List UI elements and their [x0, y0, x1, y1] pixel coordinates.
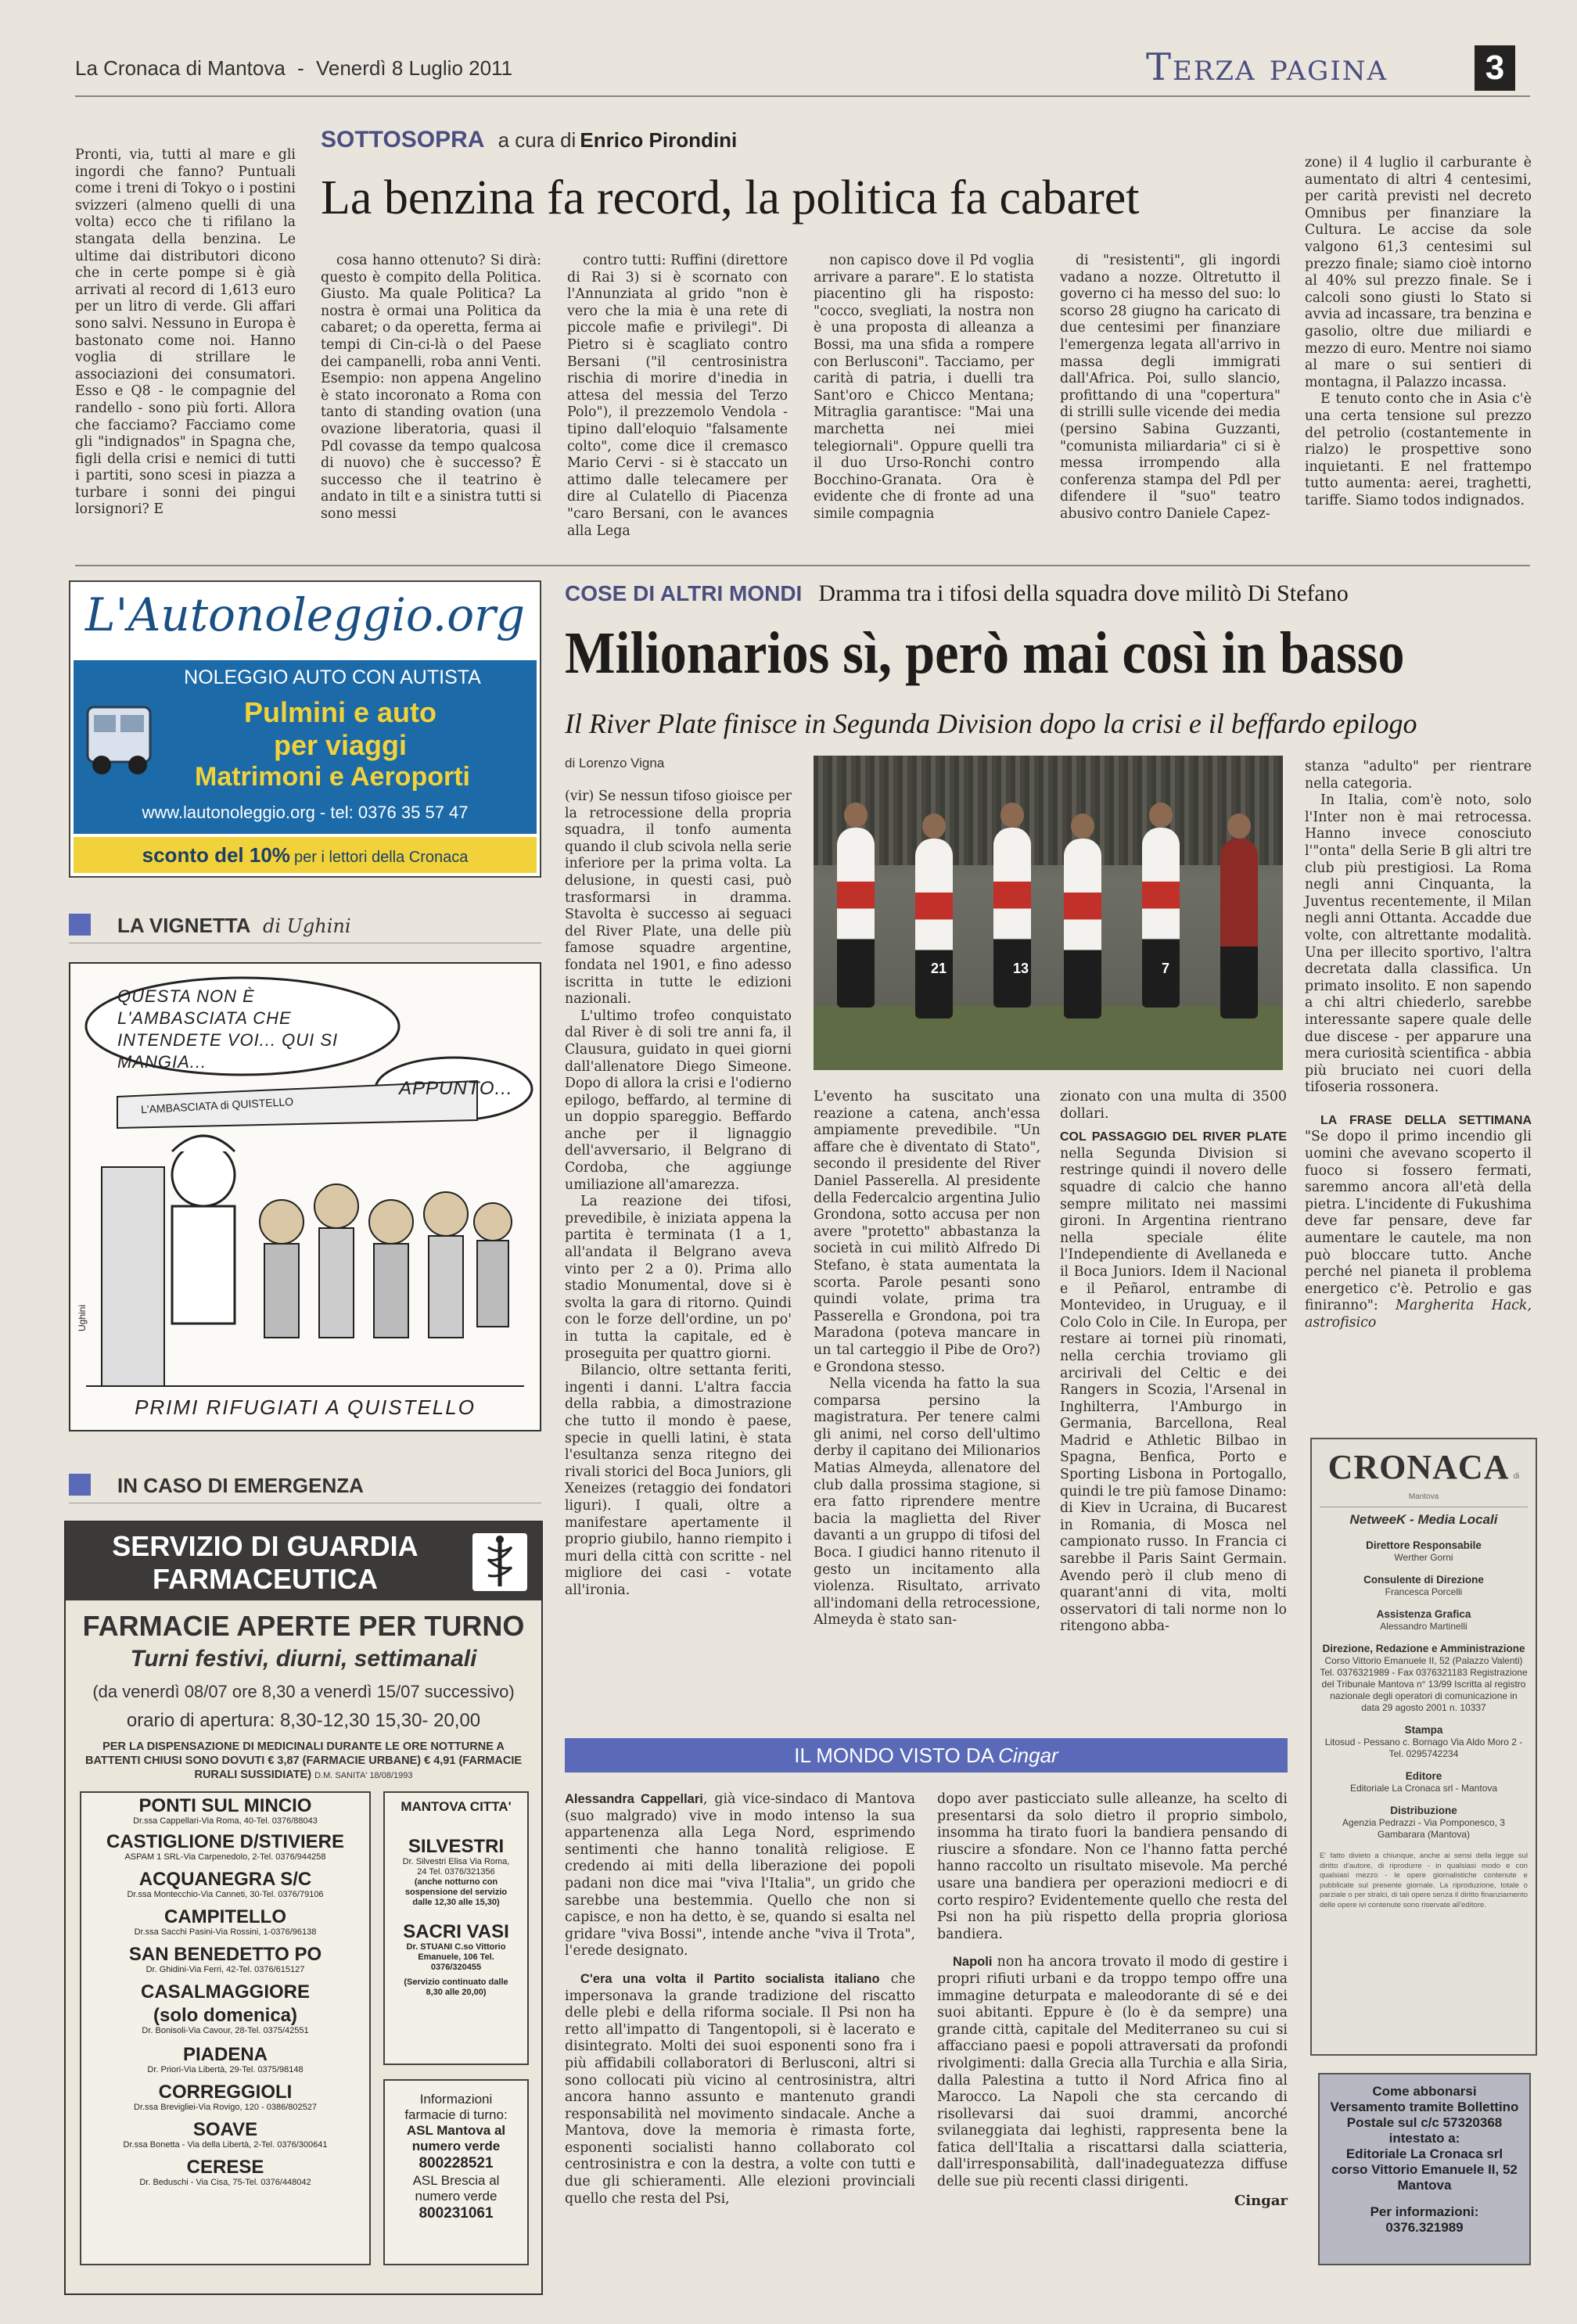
city-p1-name: SILVESTRI	[408, 1836, 505, 1857]
ad-contact: www.lautonoleggio.org - tel: 0376 35 57 47	[142, 803, 469, 822]
photo-player-head	[1227, 814, 1251, 839]
ad-discount-bar	[74, 837, 537, 873]
asl-line4: ASL Brescia al numero verde	[412, 2173, 500, 2204]
city-p1-note: (anche notturno con sospensione del servizio dalle 12,30 alle 15,30)	[404, 1877, 508, 1907]
credits-value: Francesca Porcelli	[1385, 1586, 1463, 1597]
credits-item	[1320, 1769, 1528, 1794]
river-col1-p1: (vir) Se nessun tifoso gioisce per la retrocessione della propria squadra, il tonfo aumenta quando il club scivola nella serie inferiore per la prima volta. La delusione, in questi casi, può trasformarsi in dramma. Stavolta è successo ai seguaci del River Plate, una delle più famose squadre argentine, fondata nel 1901, e fino adesso iscritta in tutte le edizioni nazionali.	[565, 788, 792, 1008]
river-col1-p4: Bilancio, oltre settanta feriti, ingenti i danni. L'altra faccia della rabbia, a dimostrazione che tutto il mondo è paese, specie in quelli latini, è stata l'esultanza senza ritegno dei rivali storici del Boca Juniors, gli Xeneizes (retaggio dei fondatori liguri). I quali, oltre a manifestare apertamente il proprio giubilo, hanno riempito i muri della città con scritte - nel migliore dei casi - votate all'ironia.	[565, 1363, 792, 1598]
photo-player-body	[1064, 839, 1101, 1018]
pharmacy-address: Dr. Bonisoli-Via Cavour, 28-Tel. 0375/42551	[142, 2026, 309, 2035]
cingar-header-prefix: IL MONDO VISTO DA	[794, 1744, 995, 1767]
pharmacy-name: SAN BENEDETTO PO	[128, 1944, 322, 1965]
pharmacy-address: Dr.ssa Cappellari-Via Roma, 40-Tel. 0376/88043	[133, 1816, 318, 1826]
pharmacy-name: PONTI SUL MINCIO	[138, 1795, 312, 1816]
abb-line4: intestato a:	[1388, 2131, 1460, 2146]
photo-player-head	[1071, 814, 1094, 839]
pharmacy-period: (da venerdì 08/07 ore 8,30 a venerdì 15/07 successivo)	[92, 1682, 515, 1701]
pharmacy-address: ASPAM 1 SRL-Via Carpenedolo, 2-Tel. 0376/944258	[124, 1852, 326, 1862]
cingar-p3: dopo aver pasticciato sulle alleanze, ha scelto di presentarsi da solo dietro il proprio simbolo, insomma ha tirato fuori la bandiera pensando di riuscire a sfondare. Non ce l'hanno fatta perché hanno raccolto un risultato misevole. Ma perché usare una bandiera per operazioni mediocri e di corto respiro? Evidentemente quello che resta del Psi non ha più rispetto della propria gloriosa bandiera.	[937, 1791, 1288, 1942]
pharmacy-entry	[81, 2120, 369, 2150]
pharmacy-name: CERESE	[186, 2157, 264, 2178]
pharmacy-name: (solo domenica)	[153, 2005, 298, 2026]
ad-service: NOLEGGIO AUTO CON AUTISTA	[184, 666, 481, 688]
credits-value: Agenzia Pedrazzi - Via Pomponesco, 3 Gambarara (Mantova)	[1342, 1817, 1505, 1840]
ad-line3: Matrimoni e Aeroporti	[195, 762, 470, 792]
emergenza-title: IN CASO DI EMERGENZA	[117, 1474, 364, 1497]
pharmacy-address: Dr.ssa Bonetta - Via della Libertà, 2-Tel. 0376/300641	[123, 2140, 328, 2150]
pharmacy-address: Dr.ssa Brevigliei-Via Rovigo, 120 - 0386/802527	[134, 2103, 317, 2112]
pharmacy-name: SOAVE	[192, 2119, 258, 2140]
pharmacy-name: CASTIGLIONE D/STIVIERE	[106, 1831, 345, 1852]
credits-item	[1320, 1573, 1528, 1598]
pharmacy-name: CORREGGIOLI	[158, 2082, 293, 2103]
river-col3-lead: COL PASSAGGIO DEL RIVER PLATE	[1060, 1130, 1287, 1144]
pharmacy-note	[81, 1740, 526, 1783]
sottosopra-col3: contro tutti: Ruffini (direttore di Rai 3) si è scornato con l'Annunziata al grido "non è vero che la mia è una rete di piccole mafie e privilegi". Di Pietro si è scagliato contro Bersani ("il centrosinistra rischia di morire d'inedia in attesa del messia del Terzo Polo"), il prezzemolo Vendola - tipino dall'eloquio "falsamente colto", come dice il cremasco Mario Cervi - si è staccato un attimo dalle telecamere per dire al Culatello di Piacenza "caro Bersani, con le avances alla Lega	[567, 253, 788, 539]
cingar-p4-body: non ha ancora trovato il modo di gestire i propri rifiuti urbani e da troppo tempo offre una immagine deturpata e maleodorante di sé e dei suoi abitanti. Eppure è (lo è da sempre) una grande città, capitale del Mediterraneo su cui si affacciano paesi e popoli attraversati da profondi rivolgimenti: dalla Grecia alla Turchia e alla Siria, dalla Palestina a tutto il Nord Africa fino al Marocco. La Napoli che sta cercando di risollevarsi dai suoi drammi, ancorché svilaneggiata dai leghisti, rappresenta bene la fatica dell'Italia a riscattarsi dalla sciatteria, dall'irresponsabilità, dall'inadeguatezza diffuse delle sue più recenti classi dirigenti.	[937, 1954, 1288, 2190]
pharmacy-banner	[66, 1522, 541, 1600]
abb-line7: Mantova	[1397, 2178, 1452, 2193]
asl-info-box	[383, 2079, 529, 2265]
pharmacy-list	[80, 1791, 371, 2265]
sottosopra-col2: cosa hanno ottenuto? Si dirà: questo è compito della Politica. Giusto. Ma quale Politica? La nostra è ormai una Politica da cabaret; o da operetta, ferma ai tempi di Cin-ci-là o del Paese dei campanelli, roba anni Venti. Esempio: non appena Angelino è stato incoronato a Roma con tanto di standing ovation (una ovazione liberatoria, quasi il Pdl covasse da tempo qualcosa di nuovo) che è successo? È successo che il teatrino è andato in tilt e a sinistra tutti si sono messi	[321, 253, 541, 522]
river-subhead: Il River Plate finisce in Segunda Division dopo la crisi e il beffardo epilogo	[565, 708, 1417, 739]
photo-pitch	[814, 1006, 1283, 1070]
credits-item	[1320, 1723, 1528, 1760]
pharmacy-entry	[81, 1870, 369, 1900]
cingar-col1	[565, 1791, 915, 2207]
credits-box	[1310, 1438, 1537, 2056]
pharmacy-address: Dr. Beduschi - Via Cisa, 75-Tel. 0376/448042	[139, 2178, 311, 2187]
masthead-rule	[75, 95, 1530, 97]
cartoon-caption: PRIMI RIFUGIATI A QUISTELLO	[135, 1395, 476, 1419]
pharmacy-entry	[81, 2082, 369, 2113]
photo-shirt-number: 7	[1162, 961, 1170, 976]
pharmacy-entry	[81, 1796, 369, 1827]
abbonamento-box	[1318, 2073, 1531, 2265]
credits-label: Distribuzione	[1390, 1805, 1457, 1816]
photo-player-head	[1149, 803, 1173, 828]
pharmacy-entry	[81, 2045, 369, 2075]
cartoon-signature: Ughini	[77, 1304, 88, 1331]
pharmacy-name: PIADENA	[182, 2044, 268, 2065]
credits-label: Assistenza Grafica	[1376, 1608, 1471, 1620]
credits-value: Litosud - Pessano c. Bornago Via Aldo Moro 2 - Tel. 0295742234	[1324, 1737, 1523, 1759]
credits-network: NetweeK - Media Locali	[1349, 1512, 1498, 1527]
asl-line2: ASL Mantova al numero verde	[406, 2123, 506, 2153]
credits-label: Stampa	[1404, 1724, 1443, 1736]
photo-player-head	[1000, 803, 1024, 828]
photo-player-head	[922, 814, 946, 839]
city-p1-addr: Dr. Silvestri Elisa Via Roma, 24 Tel. 0376/321356	[402, 1857, 510, 1877]
page-number: 3	[1475, 45, 1515, 91]
ad-autonoleggio	[69, 580, 541, 878]
credits-value: Corso Vittorio Emanuele II, 52 (Palazzo Valenti) Tel. 0376321989 - Fax 0376321183 Registrazione del Tribunale Mantova n° 13/99 Iscritta al registro nazionale degli operatori di comunicazione in data 29 agosto 2001 n. 10337	[1320, 1655, 1528, 1713]
paper-name: La Cronaca di Mantova	[75, 56, 286, 80]
masthead-sep: -	[297, 56, 304, 80]
sottosopra-tag: SOTTOSOPRA	[321, 127, 485, 153]
pharmacy-service-title: SERVIZIO DI GUARDIA FARMACEUTICA	[112, 1530, 418, 1595]
emergenza-header	[69, 1469, 541, 1503]
abb-line5: Editoriale La Cronaca srl	[1345, 2146, 1503, 2161]
ad-discount: sconto del 10%	[142, 843, 290, 867]
pharmacy-name: ACQUANEGRA S/C	[138, 1869, 312, 1890]
credits-value: Alessandro Martinelli	[1380, 1621, 1467, 1632]
asl-line5: 800231061	[418, 2205, 494, 2222]
credits-items	[1320, 1539, 1528, 1841]
frase-body: "Se dopo il primo incendio gli uomini che avevano scoperto il fuoco si fossero fermati, saremmo ancora all'età della pietra. L'incidente di Fukushima deve far pensare, deve far aumentare le cautele, ma non può bloccare tutto. Anche perché nel pianeta il problema energetico c'è. Petrolio e gas finiranno":	[1305, 1129, 1532, 1314]
city-title: MANTOVA CITTA'	[401, 1799, 512, 1814]
masthead-paper	[75, 56, 512, 81]
river-col2-p1: L'evento ha suscitato una reazione a catena, anch'essa ampiamente prevedibile. "Un affare che è diventato di Stato", secondo il presidente del River Daniel Passerella. Al presidente della Federcalcio argentina Julio Grondona, sotto accusa per non avere "protetto" abbastanza la società in cui militò Alfredo Di Stefano, è stata aumentata la scorta. Parole pesanti sono quindi volate, prima tra Passerella e Grondona, poi tra Maradona (poteva mancare in un tal carteggio il Pibe de Oro?) e Grondona stesso.	[814, 1089, 1040, 1375]
sottosopra-byline-prefix: a cura di	[498, 128, 577, 152]
pharmacy-address: Dr. Priori-Via Libertà, 29-Tel. 0375/98148	[147, 2065, 304, 2074]
river-kicker: Dramma tra i tifosi della squadra dove militò Di Stefano	[818, 580, 1349, 606]
abb-line3: Postale sul c/c 57320368	[1346, 2115, 1503, 2130]
ad-discount-tail: per i lettori della Cronaca	[294, 849, 469, 866]
pharmacy-address: Dr. Ghidini-Via Ferri, 42-Tel. 0376/615127	[145, 1965, 305, 1974]
pharmacy-note-tail: D.M. SANITA' 18/08/1993	[314, 1771, 413, 1780]
ad-line1: Pulmini e auto	[243, 696, 437, 728]
cingar-p1	[565, 1791, 915, 1960]
river-headline: Milionarios sì, però mai così in basso	[565, 620, 1405, 686]
mantova-city-box	[383, 1791, 529, 2065]
pharmacy-entry	[81, 1907, 369, 1938]
credits-item	[1320, 1539, 1528, 1564]
river-col3-body: nella Segunda Division si restringe quindi il novero delle squadre di calcio che hanno sempre militato nei massimi gironi. In Argentina rientrano nella speciale élite l'Independiente di Avellaneda e il Boca Juniors. Idem il Nacional e il Peñarol, entrambe di Montevideo, in Uruguay, e il Colo Colo in Cile. In Europa, per restare ai tornei più rinomati, nella cerchia troviamo gli arcirivali del Celtic e dei Rangers in Scozia, l'Arsenal in Inghilterra, l'Amburgo in Germania, Barcellona, Real Madrid e Athletic Bilbao in Spagna, Benfica, Porto e Sporting Lisbona in Portogallo, quindi le tre più famose Dinamo: di Kiev in Ucraina, di Bucarest in Romania, di Mosca nel campionato russo. In Francia ci sarebbe il Paris Saint Germain. Avendo però il club meno di quarant'anni di vita, molti osservatori di tali norme non lo ritengono abba-	[1060, 1145, 1287, 1635]
cartoon-balloon1: QUESTA NON È L'AMBASCIATA CHE INTENDETE VOI... QUI SI MANGIA...	[117, 986, 339, 1072]
river-col1	[565, 788, 792, 1600]
credits-label: Editore	[1405, 1770, 1442, 1782]
river-col3	[1060, 1089, 1287, 1636]
sottosopra-author: Enrico Pirondini	[580, 128, 738, 152]
pharmacy-box	[64, 1521, 543, 2295]
cingar-col2	[937, 1791, 1288, 2209]
photo-player-body	[915, 839, 953, 1018]
frase-author: Margherita Hack, astrofisico	[1305, 1298, 1532, 1331]
pharmacy-entry	[81, 2157, 369, 2188]
credits-logo-small: di Mantova	[1408, 1472, 1520, 1501]
photo-player-head	[844, 803, 868, 828]
abb-line2: Versamento tramite Bollettino	[1330, 2100, 1519, 2114]
vignetta-title: LA VIGNETTA	[117, 914, 251, 937]
pharmacy-subhead: Turni festivi, diurni, settimanali	[130, 1646, 477, 1672]
cingar-p2-lead: C'era una volta il Partito socialista italiano	[580, 1971, 880, 1986]
credits-value: Editoriale La Cronaca srl - Mantova	[1349, 1783, 1498, 1794]
river-col1-p3: La reazione dei tifosi, prevedibile, è iniziata appena la partita è terminata (1 a 1, all'andata il Belgrano aveva vinto per 2 a 0). Prima allo stadio Monumental, dove si è svolta la gara di ritorno. Quindi con le forze dell'ordine, un po' in tutta la capitale, ed è proseguita per quattro giorni.	[565, 1194, 792, 1362]
photo-player-body	[993, 828, 1031, 1008]
abb-line1: Come abbonarsi	[1372, 2084, 1477, 2099]
cingar-p2	[565, 1971, 915, 2207]
asl-line1: Informazioni farmacie di turno:	[404, 2092, 508, 2122]
caduceus-icon	[472, 1533, 527, 1591]
pharmacy-entry	[81, 1945, 369, 1975]
cartoon-balloon2: APPUNTO...	[399, 1078, 513, 1099]
credits-label: Consulente di Direzione	[1363, 1574, 1484, 1586]
city-p2-name: SACRI VASI	[403, 1921, 509, 1942]
sottosopra-col6	[1305, 155, 1532, 509]
river-byline	[565, 756, 664, 771]
pharmacy-entry	[81, 1832, 369, 1862]
river-byline-prefix: di	[565, 756, 576, 770]
abb-line8: Per informazioni:	[1370, 2204, 1479, 2219]
photo-player-body	[1142, 828, 1180, 1008]
sottosopra-headline: La benzina fa record, la politica fa cabaret	[321, 171, 1140, 224]
section-name: Terza pagina	[1146, 45, 1388, 89]
pharmacy-address: Dr.ssa Sacchi Pasini-Via Rossini, 1-0376/96138	[134, 1927, 317, 1937]
river-col4-p2: In Italia, com'è noto, solo l'Inter non è mai retrocessa. Hanno invece conosciuto l'"onta" della Serie B gli altri tre club più prestigiosi. La Roma negli anni Cinquanta, la Juventus recentemente, il Milan negli anni Ottanta. Accadde due volte, con altrettante modalità. Una per illecito sportivo, l'altra decretata dalla classifica. Un primato insolito. E non sapendo a chi altri chiederlo, sarebbe interessante sapere quale delle due discese - per apparure una mera curiosità scientifica - abbia più bruciato nei cuori della tifoseria rossonera.	[1305, 792, 1532, 1096]
ad-brand: L'Autonoleggio.org	[85, 588, 525, 641]
photo-player-body	[837, 828, 875, 1008]
vignetta-author: di Ughini	[263, 915, 351, 937]
emergenza-marker	[69, 1474, 91, 1496]
pharmacy-headline: FARMACIE APERTE PER TURNO	[82, 1610, 525, 1642]
river-header	[565, 580, 1349, 607]
river-author: Lorenzo Vigna	[578, 756, 665, 770]
vignetta-cartoon	[69, 962, 541, 1431]
credits-item	[1320, 1804, 1528, 1841]
vignetta-marker	[69, 914, 91, 936]
river-frase	[1305, 1112, 1532, 1332]
pharmacy-hours: orario di apertura: 8,30-12,30 15,30- 20,00	[126, 1710, 481, 1731]
cingar-signature: Cingar	[1234, 2192, 1288, 2209]
asl-line3: 800228521	[418, 2155, 494, 2171]
cingar-p4	[937, 1954, 1288, 2190]
photo-shirt-number: 13	[1013, 961, 1029, 976]
credits-item	[1320, 1642, 1528, 1714]
pharmacy-name: CAMPITELLO	[164, 1906, 286, 1927]
credits-disclaimer: E' fatto divieto a chiunque, anche ai sensi della legge sul diritto d'autore, di riprodurre - in qualsiasi modo e con qualsiasi mezzo - le opere giornalistiche contenute e pubblicate sul presente giornale. La riproduzione, totale o parziale o per stralci, di tali opere senza il diritto finanziamento delle opere ivi contenute sono riservate all'editore.	[1320, 1852, 1528, 1909]
cingar-p4-lead: Napoli	[953, 1955, 993, 1970]
photo-player-body	[1220, 839, 1258, 1018]
river-col4	[1305, 759, 1532, 1332]
credits-logo	[1320, 1447, 1528, 1507]
cingar-p2-body: che impersonava la grande tradizione del riscatto delle plebi e della riforma sociale. Il Psi non ha retto all'impatto di Tangentopoli, si è lacerato e disintegrato. Molti dei suoi esponenti sono fra i più affidabili collaboratori di Berlusconi, altri si sono collocati più vicino al centrosinistra, altri ancora hanno assunto e mantenuto grandi responsabilità nel movimento sindacale. Anche a Mantova, dove la memoria è rimasta forte, esponenti socialisti hanno collaborato col centrosinistra e con la destra, a volte con tutti e due gli schieramenti. Alle elezioni provinciali quello che resta del Psi,	[565, 1970, 916, 2207]
vignetta-header	[69, 909, 541, 943]
ad-line2: per viaggi	[273, 729, 408, 761]
river-col3-p2	[1060, 1129, 1287, 1636]
river-col2	[814, 1089, 1040, 1629]
pharmacy-name: CASALMAGGIORE	[141, 1981, 310, 2003]
frase-lead: LA FRASE DELLA SETTIMANA	[1320, 1113, 1532, 1127]
sottosopra-header	[321, 127, 737, 153]
city-p2-note: (Servizio continuato dalle 8,30 alle 20,00)	[404, 1977, 508, 1997]
abb-line9: 0376.321989	[1385, 2220, 1464, 2235]
river-tag: COSE DI ALTRI MONDI	[565, 581, 803, 605]
credits-label: Direzione, Redazione e Amministrazione	[1322, 1643, 1525, 1654]
sottosopra-bottom-rule	[75, 565, 1530, 566]
pharmacy-entry	[81, 2006, 369, 2036]
cartoon-sign: L'AMBASCIATA di QUISTELLO	[140, 1095, 294, 1116]
cingar-header-bar	[565, 1738, 1288, 1773]
city-p2-addr: Dr. STUANI C.so Vittorio Emanuele, 106 Tel. 0376/320455	[406, 1942, 506, 1972]
credits-label: Direttore Responsabile	[1366, 1539, 1482, 1551]
river-col4-p1: stanza "adulto" per rientrare nella categoria.	[1305, 759, 1532, 792]
sottosopra-col1: Pronti, via, tutti al mare e gli ingordi che fanno? Puntuali come i treni di Tokyo o i postini svizzeri (almeno quelli di una volta) ecco che ti rifilano la stangata della benzina. Le ultime dai distributori dicono che in certe pompe si è già arrivati al record di 1,613 euro per un litro di verde. Gli affari sono salvi. Nessuno in Europa è bastonato come noi. Hanno voglia di strillare le associazioni dei consumatori. Esso e Q8 - le compagnie del randello - sono più forti. Allora che facciamo? Facciamo come gli "indignados" in Spagna che, figli della crisi e nemici di tutti i partiti, sono scesi in piazza a turbare i sonni dei pingui lorsignori? E	[75, 147, 296, 518]
cingar-header-name: Cingar	[998, 1744, 1058, 1767]
sottosopra-col6b: E tenuto conto che in Asia c'è una certa tensione sul prezzo del petrolio (costantemente in rialzo) le prospettive sono inquietanti. E nel frattempo tutto aumenta: aerei, traghetti, tariffe. Siamo todos indignados.	[1305, 391, 1532, 508]
credits-value: Werther Gorni	[1394, 1552, 1453, 1563]
cingar-p1-lead: Alessandra Cappellari	[565, 1792, 703, 1806]
sottosopra-col4: non capisco dove il Pd voglia arrivare a parare". E lo statista piacentino gli ha risposto: "cocco, svegliati, la nostra non è una proposta di alleanza a Bossi, ma una sfida a rompere con Berlusconi". Tacciamo, per carità di patria, i duelli tra Sant'oro e Chicco Mentana; Mitraglia garantisce: "Mai una marchetta nei miei telegiornali". Oppure quelli tra il duo Urso-Ronchi contro Bocchino-Granata. Ora è evidente che di fronte ad una simile compagnia	[814, 253, 1034, 522]
cingar-p1-body: , già vice-sindaco di Mantova (suo malgrado) vive in modo intenso la sua appartenenza alla Lega Nord, esprimendo sentimenti che hanno tonalità religiose. E credendo ai miti della liberazione dei popoli padani non dice mai "viva l'Italia", un grido che sarebbe una bestemmia. Quello che non si capisce, e non ha detto, è se, quando si esalta nel gridare "viva Bossi", intende anche "viva il Trota", l'erede designato.	[565, 1791, 915, 1959]
section-title	[1146, 45, 1388, 89]
river-col3-p1: zionato con una multa di 3500 dollari.	[1060, 1089, 1287, 1122]
credits-logo-text: CRONACA	[1327, 1448, 1510, 1486]
photo-crowd	[814, 756, 1283, 865]
river-photo	[814, 756, 1283, 1070]
sottosopra-col5: di "resistenti", gli ingordi vadano a nozze. Oltretutto il governo ci ha messo del suo: lo scorso 28 giugno ha caricato di due centesimi per finanziare l'emergenza legata all'arrivo in massa degli immigrati dall'Africa. Poi, sullo slancio, profittando di una "copertura" di strilli sulle vicende dei media (persino Sabina Guzzanti, "comunista miliardaria" ci si è messa irrompendo alla conferenza stampa del Pdl per difendere il "suo" teatro abusivo contro Daniele Capez-	[1060, 253, 1281, 522]
river-col1-p2: L'ultimo trofeo conquistato dal River è di soli tre anni fa, il Clausura, guidato in quei giorni dall'allenatore Diego Simeone. Dopo di allora la crisi e l'odierno epilogo, beffardo, al termine di un doppio spareggio. Beffardo anche per il lignaggio dell'avversario, il Belgrano di Cordoba, che aggiunge umiliazione all'amarezza.	[565, 1008, 792, 1193]
credits-item	[1320, 1607, 1528, 1633]
photo-shirt-number: 21	[931, 961, 947, 976]
sottosopra-col6a: zone) il 4 luglio il carburante è aumentato di altri 4 centesimi, per carità previsti nel decreto Omnibus per finanziare la Cultura. Le accise da sole valgono 61,3 centesimi sul prezzo finale; siamo cioè intorno al 40% sul prezzo finale. Se i calcoli sono giusti lo Stato si avvia ad incassare, tra benzina e gasolio, oltre due miliardi e mezzo di euro. Mentre noi siamo al mare o sui sentieri di montagna, il Palazzo incassa.	[1305, 155, 1532, 390]
masthead-date: Venerdì 8 Luglio 2011	[315, 56, 513, 80]
river-col2-p2: Nella vicenda ha fatto la sua comparsa persino la magistratura. Per tenere calmi gli animi, nel corso dell'ultimo derby il capitano dei Milionarios Matias Almeyda, allenatore del club dalla prossima stagione, si era fatto riprendere mentre bacia la maglietta del River davanti a un gruppo di tifosi del Boca. I giudici hanno ritenuto il gesto un incitamento alla violenza. Risultato, arrivato all'indomani della retrocessione, Almeyda è stato san-	[814, 1376, 1040, 1629]
pharmacy-entry	[81, 1982, 369, 2003]
abb-line6: corso Vittorio Emanuele II, 52	[1331, 2162, 1518, 2177]
pharmacy-note-text: PER LA DISPENSAZIONE DI MEDICINALI DURANTE LE ORE NOTTURNE A BATTENTI CHIUSI SONO DOVUTI € 3,87 (FARMACIE URBANE) € 4,91 (FARMACIE RURALI SUSSIDIATE)	[84, 1740, 523, 1781]
pharmacy-address: Dr.ssa Montecchio-Via Canneti, 30-Tel. 0376/79106	[127, 1890, 324, 1899]
